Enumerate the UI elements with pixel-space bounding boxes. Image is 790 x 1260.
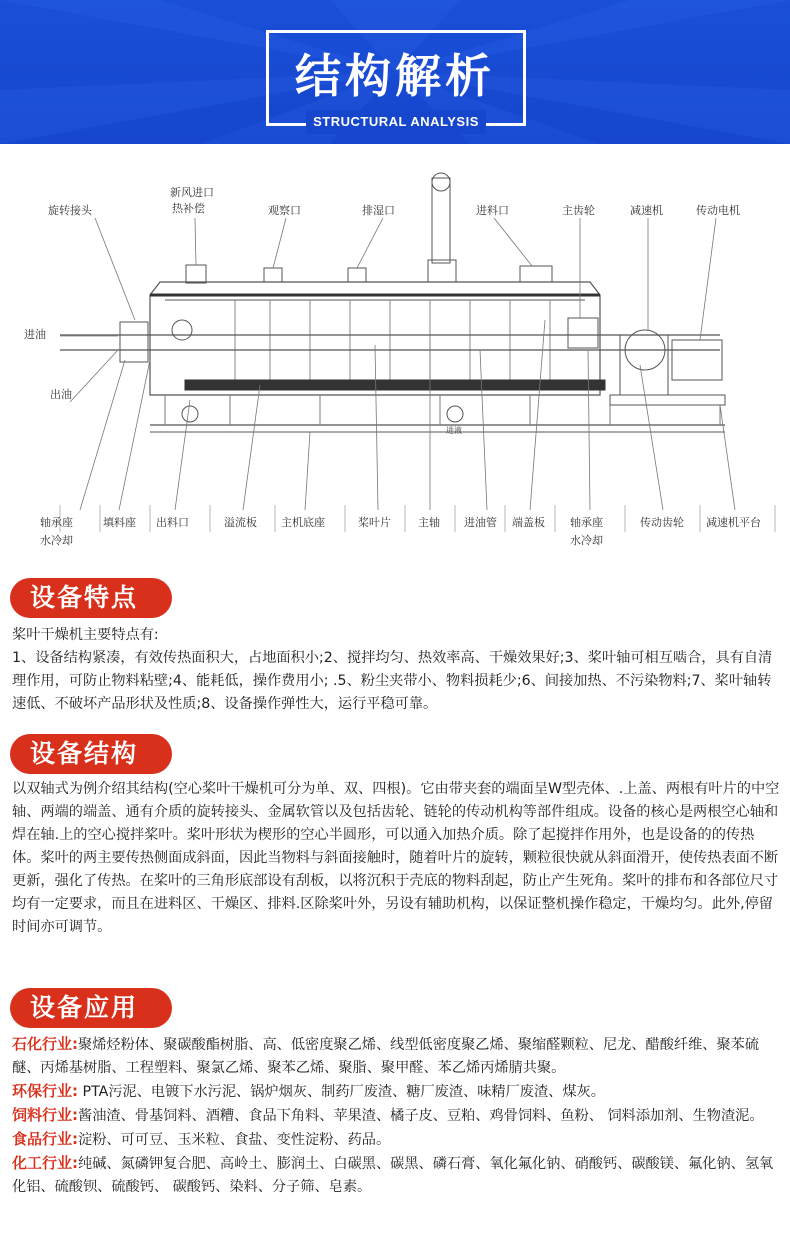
label-reducer: 减速机 — [630, 204, 663, 217]
application-row-feed — [12, 1104, 782, 1128]
structure-text: 以双轴式为例介绍其结构(空心桨叶干燥机可分为单、双、四根)。它由带夹套的端面呈W型壳体、.上盖、两根有叶片的中空轴、两端的端盖、通有介质的旋转接头、金属软管以及包括齿轮、链轮的传动机构等部件组成。设备的核心是两根空心轴和焊在轴.上的空心搅拌桨叶。桨叶形状为楔形的空心半圆形，可以通入加热介质。除了起搅拌作用外，也是设备的的传热体。桨叶的两主要传热侧面成斜面，因此当物料与斜面接触时，随着叶片的旋转，颗粒很快就从斜面滑开，使传热表面不断更新，强化了传热。在桨叶的三角形底部设有刮板，以将沉积于壳底的物料刮起，防止产生死角。桨叶的排布和各部位尺寸均有一定要求，而且在进料区、干燥区、排料.区除桨叶外，另设有辅助机构，以保证整机操作稳定，干燥均匀。此外,停留时间亦可调节。 — [12, 781, 780, 935]
label-drive-gear: 传动齿轮 — [640, 516, 684, 529]
industry-label: 环保行业: — [12, 1082, 78, 1100]
structure-heading: 设备结构 — [10, 734, 172, 774]
page-title: 结构解析 — [295, 49, 495, 103]
industry-text: 酱油渣、骨基饲料、酒糟、食品下角料、苹果渣、橘子皮、豆粕、鸡骨饲料、鱼粉、 饲料添加剂、生物渣泥。 — [78, 1108, 764, 1124]
label-fresh-air: 新风进口 — [170, 186, 214, 199]
label-rotary-joint: 旋转接头 — [48, 204, 92, 217]
label-packing: 填料座 — [103, 516, 136, 529]
label-overflow: 溢流板 — [224, 516, 257, 529]
application-row-petrochem — [12, 1033, 782, 1080]
industry-text: PTA污泥、电镀下水污泥、锅炉烟灰、制药厂废渣、糖厂废渣、味精厂废渣、煤灰。 — [78, 1084, 605, 1100]
label-base: 主机底座 — [281, 516, 325, 529]
header-banner — [0, 0, 790, 144]
label-discharge: 出料口 — [156, 516, 189, 529]
industry-label: 饲料行业: — [12, 1106, 78, 1124]
label-motor: 传动电机 — [696, 204, 740, 217]
application-heading: 设备应用 — [10, 988, 172, 1028]
label-drain: 进液 — [446, 426, 462, 435]
features-body — [12, 624, 782, 716]
application-row-environment — [12, 1080, 782, 1104]
label-reducer-platform: 减速机平台 — [706, 516, 761, 529]
label-paddle: 桨叶片 — [358, 516, 391, 529]
industry-label: 食品行业: — [12, 1130, 78, 1148]
label-oil-out: 出油 — [50, 388, 72, 401]
label-oil-in: 进油 — [24, 328, 46, 341]
application-row-food — [12, 1128, 782, 1152]
label-bearing-right: 轴承座 — [570, 516, 603, 529]
industry-label: 化工行业: — [12, 1154, 78, 1172]
industry-text: 纯碱、氮磷钾复合肥、高岭土、膨润土、白碳黑、碳黑、磷石膏、氧化氟化钠、硝酸钙、碳酸镁、氟化钠、氢氧化铝、硫酸钡、硫酸钙、 碳酸钙、染料、分子筛、皂素。 — [12, 1156, 774, 1195]
label-water-cool-left: 水冷却 — [40, 534, 73, 547]
label-main-gear: 主齿轮 — [562, 204, 595, 217]
label-water-cool-right: 水冷却 — [570, 534, 603, 547]
label-bearing-left: 轴承座 — [40, 516, 73, 529]
page-subtitle: STRUCTURAL ANALYSIS — [306, 110, 486, 134]
structure-diagram — [0, 170, 790, 560]
label-heat-comp: 热补偿 — [172, 202, 205, 215]
label-peephole: 观察口 — [268, 204, 301, 217]
application-body — [12, 1033, 782, 1199]
features-intro: 桨叶干燥机主要特点有: — [12, 627, 159, 643]
industry-text: 淀粉、可可豆、玉米粒、食盐、变性淀粉、药品。 — [78, 1132, 391, 1148]
label-shaft: 主轴 — [418, 516, 440, 529]
features-list: 1、设备结构紧凑，有效传热面积大，占地面积小;2、搅拌均匀、热效率高、干燥效果好;3、桨叶轴可相互啮合，具有自清理作用，可防止物料粘壁;4、能耗低，操作费用小; .5、粉尘夹带小、物料损耗少;6、间接加热、不污染物料;7、桨叶轴转速低、不破坏产品形状及性质;8、设备操作弹性大，运行平稳可靠。 — [12, 650, 773, 712]
industry-label: 石化行业: — [12, 1035, 78, 1053]
dryer-drawing — [0, 170, 790, 560]
label-oil-pipe: 进油管 — [464, 516, 497, 529]
features-heading: 设备特点 — [10, 578, 172, 618]
application-row-chemical — [12, 1152, 782, 1199]
structure-body — [12, 778, 782, 939]
label-feed-inlet: 进料口 — [476, 204, 509, 217]
label-end-cover: 端盖板 — [512, 516, 545, 529]
industry-text: 聚烯烃粉体、聚碳酸酯树脂、高、低密度聚乙烯、线型低密度聚乙烯、聚缩醛颗粒、尼龙、醋酸纤维、聚苯硫醚、丙烯基树脂、工程塑料、聚氯乙烯、聚苯乙烯、聚脂、聚甲醛、苯乙烯丙烯腈共聚。 — [12, 1037, 760, 1076]
label-exhaust: 排湿口 — [362, 204, 395, 217]
